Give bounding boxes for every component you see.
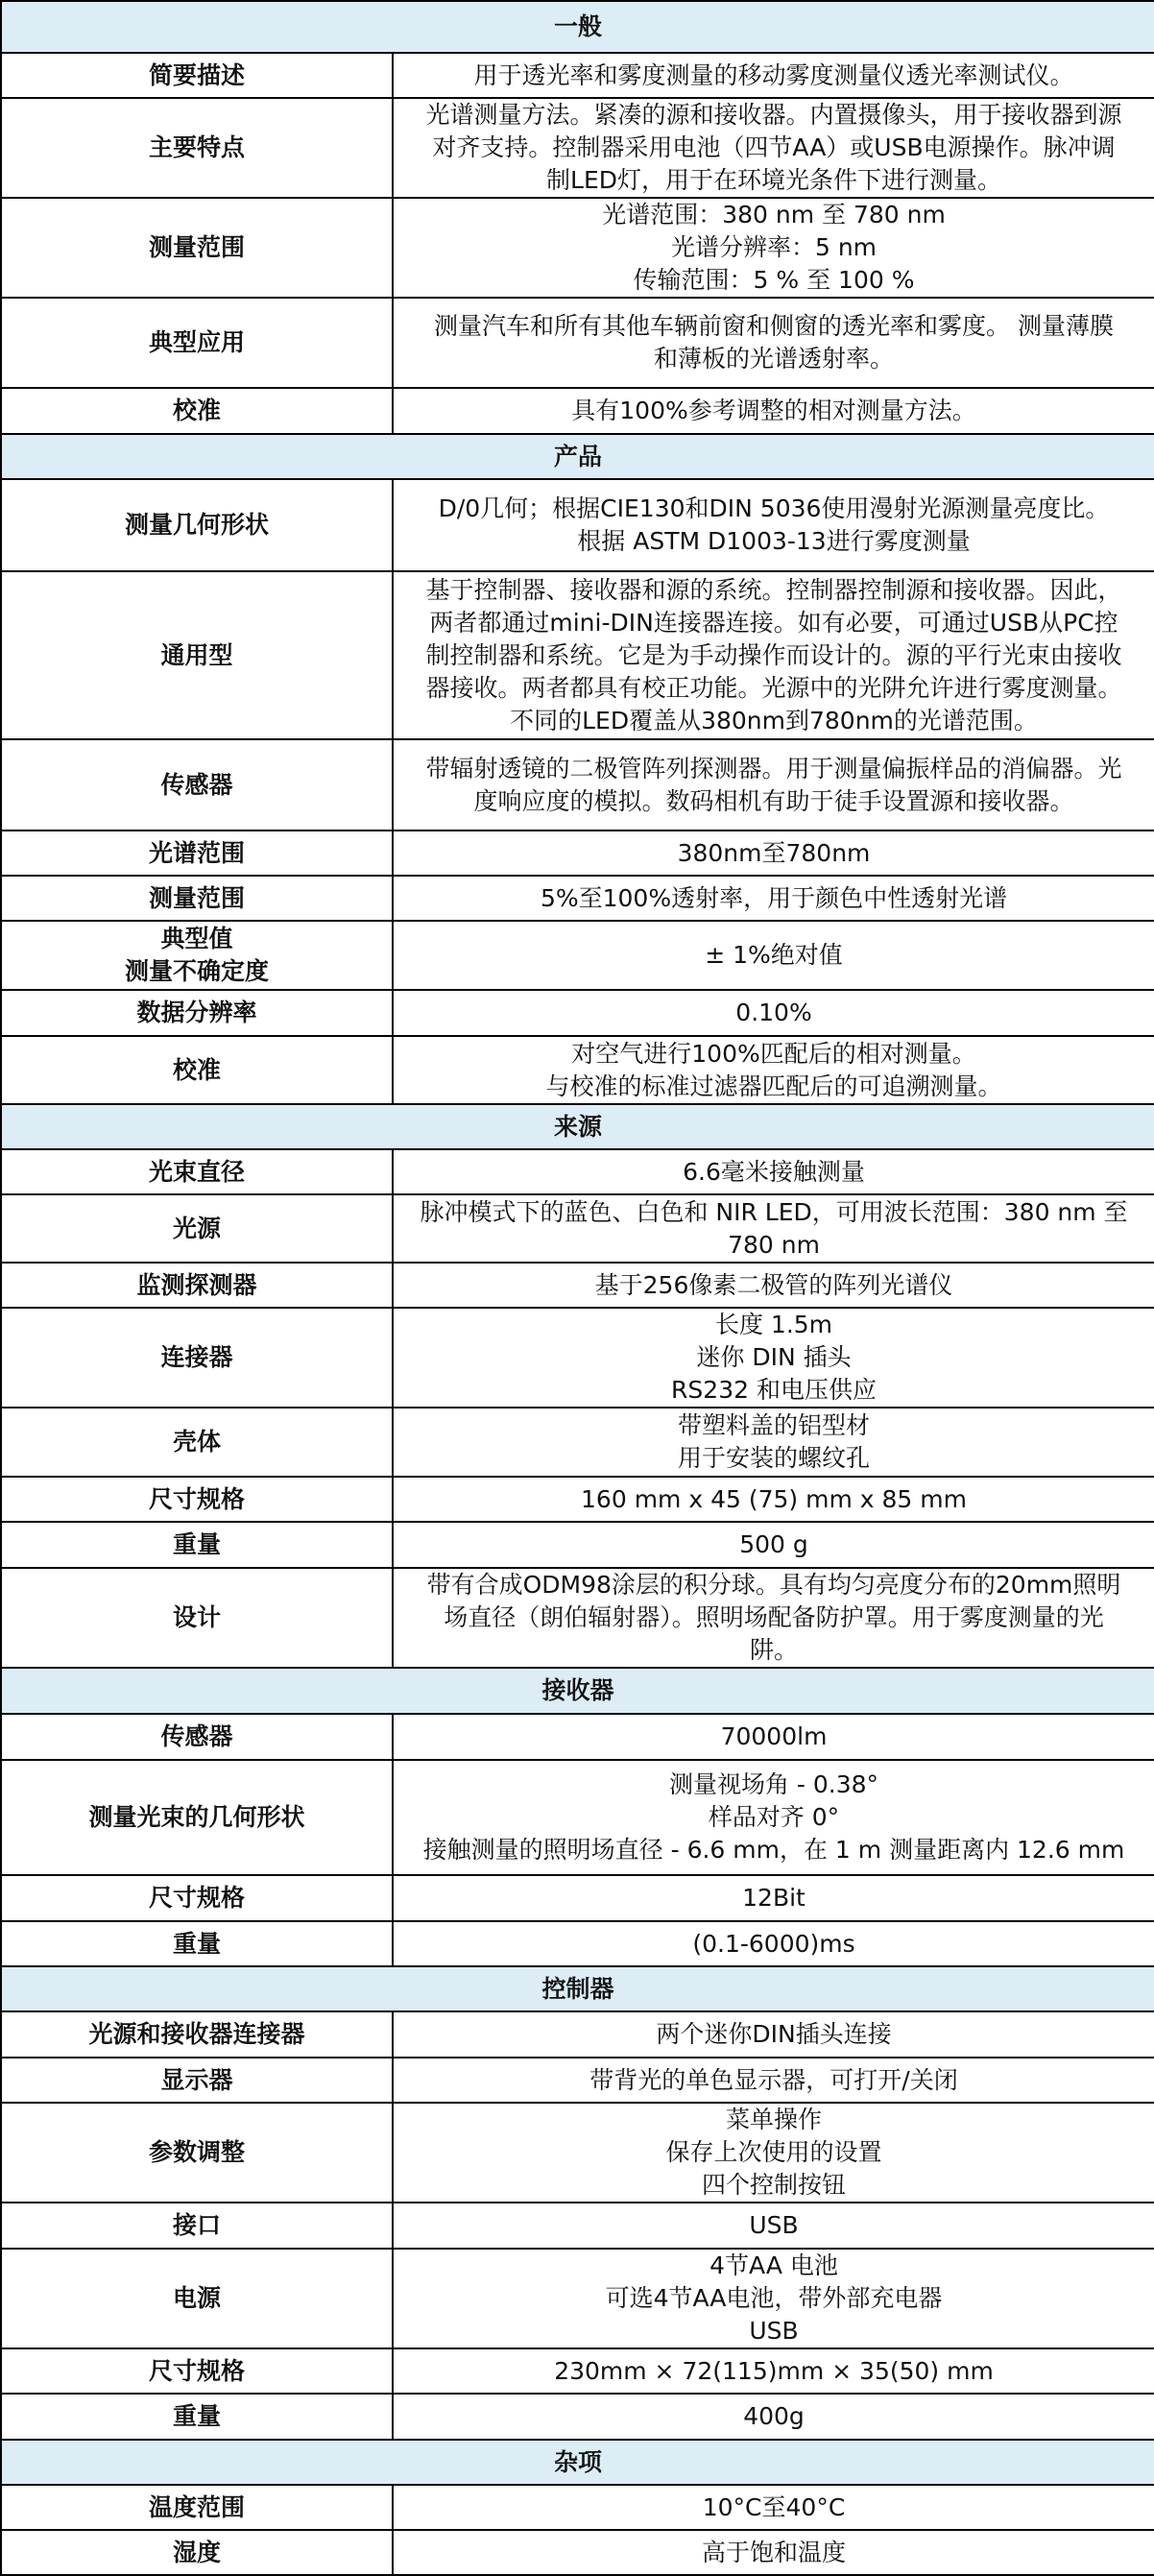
section-header-row <box>1 1668 1154 1714</box>
row-label <box>1 831 393 876</box>
row-label <box>1 2203 393 2249</box>
text-line: 典型值 <box>160 925 233 952</box>
text-line: 校准 <box>172 1055 221 1084</box>
text-line: 具有100%参考调整的相对测量方法。 <box>571 397 976 424</box>
text-line: 带辐射透镜的二极管阵列探测器。用于测量偏振样品的消偏器。光 <box>425 754 1122 782</box>
text-line: 数据分辨率 <box>136 999 257 1026</box>
text-line: 迷你 DIN 插头 <box>696 1343 852 1371</box>
spec-table-body <box>1 1 1154 2575</box>
text-line: 温度范围 <box>148 2492 245 2521</box>
section-header-row <box>1 1 1154 53</box>
row-label <box>1 739 393 831</box>
row-value <box>393 1714 1154 1760</box>
table-row <box>1 53 1154 98</box>
text-line: 380nm至780nm <box>677 838 871 867</box>
table-row <box>1 2203 1154 2249</box>
text-line: 10°C至40°C <box>702 2492 846 2521</box>
table-row <box>1 831 1154 876</box>
table-row <box>1 1921 1154 1966</box>
text-line: 0.10% <box>735 999 812 1026</box>
table-row <box>1 2530 1154 2575</box>
row-value <box>393 990 1154 1036</box>
text-line: 保存上次使用的设置 <box>665 2138 882 2166</box>
row-label <box>1 2530 393 2575</box>
row-label <box>1 1036 393 1104</box>
section-title: 杂项 <box>1 2440 1154 2485</box>
row-label <box>1 990 393 1036</box>
text-line: 70000lm <box>720 1722 828 1750</box>
text-line: 光谱范围：380 nm 至 780 nm <box>602 201 946 229</box>
table-row <box>1 739 1154 831</box>
table-row <box>1 571 1154 739</box>
row-value <box>393 2203 1154 2249</box>
text-line: 菜单操作 <box>726 2106 823 2133</box>
row-value <box>393 1568 1154 1668</box>
text-line: 度响应度的模拟。数码相机有助于徒手设置源和接收器。 <box>473 786 1074 815</box>
table-row <box>1 1875 1154 1921</box>
table-row <box>1 198 1154 298</box>
text-line: 尺寸规格 <box>148 1484 245 1513</box>
text-line: USB <box>749 2211 799 2239</box>
text-line: 测量范围 <box>148 883 245 912</box>
text-line: 器接收。两者都具有校正功能。光源中的光阱允许进行雾度测量。 <box>425 673 1122 702</box>
text-line: 校准 <box>172 397 221 424</box>
text-line: 基于控制器、接收器和源的系统。控制器控制源和接收器。因此， <box>425 575 1122 604</box>
row-label <box>1 1875 393 1921</box>
table-row <box>1 298 1154 388</box>
table-row <box>1 1263 1154 1308</box>
row-label <box>1 2348 393 2394</box>
text-line: 通用型 <box>160 640 233 669</box>
text-line: 制LED灯，用于在环境光条件下进行测量。 <box>546 166 1001 194</box>
row-value <box>393 2249 1154 2348</box>
row-label <box>1 53 393 98</box>
row-value <box>393 198 1154 298</box>
section-header-row <box>1 434 1154 479</box>
text-line: 500 g <box>739 1530 808 1558</box>
text-line: 4节AA 电池 <box>709 2251 838 2279</box>
table-row <box>1 990 1154 1036</box>
row-label <box>1 571 393 739</box>
row-label <box>1 1308 393 1408</box>
text-line: 两者都通过mini-DIN连接器连接。如有必要，可通过USB从PC控 <box>429 608 1118 637</box>
row-label <box>1 2485 393 2530</box>
row-value <box>393 98 1154 198</box>
text-line: 光谱测量方法。紧凑的源和接收器。内置摄像头，用于接收器到源 <box>425 101 1122 129</box>
row-value <box>393 739 1154 831</box>
text-line: 对齐支持。控制器采用电池（四节AA）或USB电源操作。脉冲调 <box>432 133 1116 161</box>
table-row <box>1 1036 1154 1104</box>
text-line: 带背光的单色显示器，可打开/关闭 <box>589 2065 958 2094</box>
table-row <box>1 2103 1154 2203</box>
text-line: 测量范围 <box>148 233 245 261</box>
table-row <box>1 921 1154 990</box>
row-label <box>1 98 393 198</box>
table-row <box>1 1714 1154 1760</box>
table-row <box>1 2249 1154 2348</box>
table-row <box>1 1194 1154 1263</box>
text-line: 设计 <box>172 1603 221 1631</box>
table-row <box>1 1522 1154 1568</box>
text-line: 制控制器和系统。它是为手动操作而设计的。源的平行光束由接收 <box>425 640 1122 669</box>
table-row <box>1 1568 1154 1668</box>
row-label <box>1 921 393 990</box>
table-row <box>1 1477 1154 1522</box>
row-value <box>393 1036 1154 1104</box>
text-line: 重量 <box>172 2402 221 2430</box>
text-line: 根据 ASTM D1003-13进行雾度测量 <box>577 527 971 555</box>
table-row <box>1 1149 1154 1194</box>
table-row <box>1 2348 1154 2394</box>
row-value <box>393 2011 1154 2058</box>
table-row <box>1 1408 1154 1477</box>
section-title: 控制器 <box>1 1966 1154 2011</box>
table-row <box>1 1760 1154 1875</box>
table-row <box>1 98 1154 198</box>
text-line: 光源和接收器连接器 <box>88 2020 305 2048</box>
row-label <box>1 1921 393 1966</box>
row-value <box>393 1760 1154 1875</box>
table-row <box>1 388 1154 434</box>
row-value <box>393 1308 1154 1408</box>
row-label <box>1 1522 393 1568</box>
row-value <box>393 1921 1154 1966</box>
text-line: 160 mm x 45 (75) mm x 85 mm <box>581 1484 967 1513</box>
text-line: 接口 <box>172 2211 221 2239</box>
text-line: 电源 <box>172 2284 221 2312</box>
text-line: 四个控制按钮 <box>702 2171 847 2199</box>
table-row <box>1 479 1154 571</box>
row-label <box>1 1194 393 1263</box>
row-value <box>393 53 1154 98</box>
row-label <box>1 2058 393 2103</box>
row-value <box>393 876 1154 921</box>
text-line: 尺寸规格 <box>148 2356 245 2385</box>
text-line: 简要描述 <box>148 60 245 89</box>
text-line: 传感器 <box>160 1722 233 1750</box>
text-line: 测量几何形状 <box>124 511 269 539</box>
table-row <box>1 2485 1154 2530</box>
text-line: 基于256像素二极管的阵列光谱仪 <box>594 1270 953 1299</box>
row-label <box>1 198 393 298</box>
section-header-row <box>1 2440 1154 2485</box>
text-line: 参数调整 <box>148 2138 245 2166</box>
row-value <box>393 921 1154 990</box>
section-title: 一般 <box>1 1 1154 53</box>
text-line: 780 nm <box>728 1230 820 1259</box>
row-label <box>1 298 393 388</box>
text-line: 壳体 <box>172 1428 221 1456</box>
text-line: 测量视场角 - 0.38° <box>668 1770 879 1798</box>
row-value <box>393 1149 1154 1194</box>
row-value <box>393 2348 1154 2394</box>
text-line: 长度 1.5m <box>714 1311 833 1338</box>
text-line: 对空气进行100%匹配后的相对测量。 <box>571 1039 976 1068</box>
row-value <box>393 571 1154 739</box>
text-line: 光束直径 <box>148 1157 245 1186</box>
row-label <box>1 1568 393 1668</box>
text-line: RS232 和电压供应 <box>671 1376 877 1404</box>
text-line: 场直径（朗伯辐射器）。照明场配备防护罩。用于雾度测量的光 <box>444 1603 1104 1631</box>
table-row <box>1 876 1154 921</box>
row-value <box>393 1408 1154 1477</box>
row-value <box>393 1875 1154 1921</box>
text-line: D/0几何；根据CIE130和DIN 5036使用漫射光源测量亮度比。 <box>438 494 1110 522</box>
text-line: USB <box>749 2317 799 2345</box>
row-value <box>393 2103 1154 2203</box>
text-line: 测量汽车和所有其他车辆前窗和侧窗的透光率和雾度。 测量薄膜 <box>434 312 1114 340</box>
text-line: 带有合成ODM98涂层的积分球。具有均匀亮度分布的20mm照明 <box>426 1571 1121 1599</box>
row-label <box>1 2103 393 2203</box>
row-value <box>393 2394 1154 2440</box>
text-line: 光源 <box>172 1214 221 1242</box>
text-line: 400g <box>743 2402 805 2430</box>
text-line: 用于透光率和雾度测量的移动雾度测量仪透光率测试仪。 <box>473 60 1074 89</box>
text-line: 接触测量的照明场直径 - 6.6 mm，在 1 m 测量距离内 12.6 mm <box>422 1836 1125 1864</box>
text-line: 光谱分辨率：5 nm <box>670 233 878 261</box>
text-line: 典型应用 <box>148 328 245 356</box>
row-label <box>1 2249 393 2348</box>
row-value <box>393 1477 1154 1522</box>
row-label <box>1 1408 393 1477</box>
table-row <box>1 2058 1154 2103</box>
text-line: 重量 <box>172 1929 221 1958</box>
text-line: 两个迷你DIN插头连接 <box>656 2020 892 2048</box>
text-line: 阱。 <box>750 1636 799 1664</box>
row-label <box>1 1760 393 1875</box>
row-value <box>393 1522 1154 1568</box>
text-line: 主要特点 <box>148 133 245 161</box>
text-line: 尺寸规格 <box>148 1884 245 1912</box>
text-line: 与校准的标准过滤器匹配后的可追溯测量。 <box>545 1071 1002 1100</box>
text-line: (0.1-6000)ms <box>692 1929 855 1958</box>
text-line: 高于饱和温度 <box>702 2538 847 2566</box>
row-value <box>393 2485 1154 2530</box>
section-header-row <box>1 1966 1154 2011</box>
table-row <box>1 2394 1154 2440</box>
row-label <box>1 479 393 571</box>
text-line: 用于安装的螺纹孔 <box>678 1444 871 1472</box>
text-line: 湿度 <box>172 2538 221 2566</box>
text-line: 可选4节AA电池，带外部充电器 <box>605 2284 943 2312</box>
text-line: 6.6毫米接触测量 <box>683 1157 865 1186</box>
row-label <box>1 1477 393 1522</box>
row-value <box>393 831 1154 876</box>
text-line: 测量光束的几何形状 <box>88 1803 305 1831</box>
text-line: 脉冲模式下的蓝色、白色和 NIR LED，可用波长范围：380 nm 至 <box>420 1197 1128 1226</box>
row-value <box>393 2530 1154 2575</box>
row-label <box>1 2394 393 2440</box>
text-line: 传感器 <box>160 770 233 799</box>
text-line: 230mm × 72(115)mm × 35(50) mm <box>554 2356 994 2385</box>
row-label <box>1 876 393 921</box>
row-value <box>393 1194 1154 1263</box>
row-value <box>393 388 1154 434</box>
row-label <box>1 1263 393 1308</box>
text-line: 不同的LED覆盖从380nm到780nm的光谱范围。 <box>510 706 1038 734</box>
row-label <box>1 1714 393 1760</box>
text-line: 带塑料盖的铝型材 <box>678 1411 871 1439</box>
row-value <box>393 2058 1154 2103</box>
section-title: 来源 <box>1 1104 1154 1149</box>
row-label <box>1 388 393 434</box>
text-line: 光谱范围 <box>148 838 245 867</box>
row-value <box>393 298 1154 388</box>
text-line: 连接器 <box>160 1343 233 1371</box>
table-row <box>1 1308 1154 1408</box>
section-title: 接收器 <box>1 1668 1154 1714</box>
row-label <box>1 2011 393 2058</box>
text-line: 样品对齐 0° <box>708 1803 840 1831</box>
text-line: 传输范围：5 % 至 100 % <box>633 266 915 294</box>
text-line: 和薄板的光谱透射率。 <box>654 345 895 373</box>
text-line: 测量不确定度 <box>124 957 269 985</box>
row-value <box>393 479 1154 571</box>
text-line: ± 1%绝对值 <box>705 941 843 969</box>
text-line: 显示器 <box>160 2065 233 2094</box>
section-title: 产品 <box>1 434 1154 479</box>
table-row <box>1 2011 1154 2058</box>
row-value <box>393 1263 1154 1308</box>
text-line: 重量 <box>172 1530 221 1558</box>
text-line: 监测探测器 <box>136 1270 257 1299</box>
section-header-row <box>1 1104 1154 1149</box>
text-line: 12Bit <box>742 1884 805 1912</box>
row-label <box>1 1149 393 1194</box>
text-line: 5%至100%透射率，用于颜色中性透射光谱 <box>540 883 1008 912</box>
